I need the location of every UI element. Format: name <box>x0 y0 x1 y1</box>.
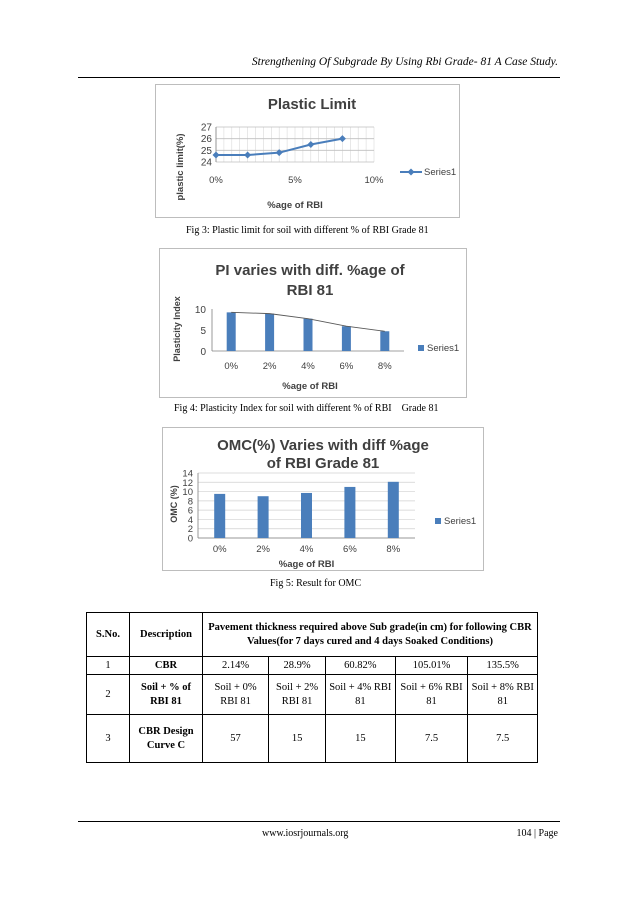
y-tick-label: 27 <box>200 122 212 134</box>
y-axis-label: OMC (%) <box>169 485 179 523</box>
data-point <box>307 141 314 148</box>
cell-sno: 3 <box>87 715 130 763</box>
x-axis-label: %age of RBI <box>267 200 323 211</box>
header-pavement-thickness: Pavement thickness required above Sub grade(in cm) for following CBR Values(for 7 days cured and 4 days Soaked Conditions) <box>203 613 538 657</box>
bar <box>265 314 274 351</box>
cell-value: 57 <box>203 715 269 763</box>
y-tick-label: 24 <box>200 157 212 169</box>
footer-rule <box>78 821 560 822</box>
bar <box>388 482 399 538</box>
figure-4-caption: Fig 4: Plasticity Index for soil with different % of RBI Grade 81 <box>174 403 439 414</box>
y-tick-label: 14 <box>182 468 193 480</box>
data-point <box>213 152 220 159</box>
cell-value: 28.9% <box>269 657 326 675</box>
y-tick-label: 25 <box>200 145 212 157</box>
y-axis-label: plastic limit(%) <box>175 133 186 201</box>
bar <box>342 326 351 351</box>
cell-value: Soil + 6% RBI 81 <box>395 675 468 715</box>
chart-title-line-2: of RBI Grade 81 <box>266 455 380 472</box>
legend-swatch <box>418 345 424 351</box>
chart-title: Plastic Limit <box>267 96 357 113</box>
y-tick-label: 6 <box>187 505 193 517</box>
header-sno: S.No. <box>87 613 130 657</box>
table-row <box>87 715 538 763</box>
figure-plastic-limit <box>155 84 460 218</box>
header-description: Description <box>130 613 203 657</box>
cell-value: 7.5 <box>395 715 468 763</box>
figure-3-caption: Fig 3: Plastic limit for soil with different % of RBI Grade 81 <box>186 225 429 236</box>
x-axis-label: %age of RBI <box>282 381 338 392</box>
x-tick-label: 0% <box>224 361 239 372</box>
table-row <box>87 675 538 715</box>
running-header: Strengthening Of Subgrade By Using Rbi Grade- 81 A Case Study. <box>251 56 558 68</box>
table-row <box>87 657 538 675</box>
cell-description: CBR <box>130 657 203 675</box>
x-tick-label: 0% <box>209 175 223 186</box>
x-tick-label: 4% <box>301 361 315 372</box>
x-tick-label: 4% <box>299 544 314 555</box>
chart-title-line-1: PI varies with diff. %age of <box>215 262 405 279</box>
cell-value: 135.5% <box>468 657 538 675</box>
cell-value: Soil + 2% RBI 81 <box>269 675 326 715</box>
x-tick-label: 2% <box>262 361 277 372</box>
y-tick-label: 8 <box>187 496 193 508</box>
y-tick-label: 0 <box>187 533 193 545</box>
x-tick-label: 6% <box>339 361 354 372</box>
cell-value: 2.14% <box>203 657 269 675</box>
plasticity-index-chart <box>160 249 466 397</box>
bar <box>214 494 225 538</box>
chart-title-line-2: RBI 81 <box>286 282 334 299</box>
cell-value: Soil + 4% RBI 81 <box>326 675 396 715</box>
cell-value: 15 <box>269 715 326 763</box>
figure-5-caption: Fig 5: Result for OMC <box>270 578 362 589</box>
x-tick-label: 2% <box>256 544 270 555</box>
y-tick-label: 2 <box>187 524 193 536</box>
footer-page-number: 104 | Page <box>516 828 558 839</box>
bar <box>301 493 312 538</box>
y-tick-label: 10 <box>194 305 206 316</box>
y-tick-label: 12 <box>182 477 193 489</box>
bar <box>304 319 313 351</box>
x-tick-label: 0% <box>212 544 227 555</box>
cell-value: Soil + 0% RBI 81 <box>203 675 269 715</box>
cell-value: 7.5 <box>468 715 538 763</box>
legend-swatch <box>435 518 441 524</box>
cell-value: 60.82% <box>326 657 396 675</box>
figure-omc <box>162 427 484 571</box>
legend-marker <box>408 169 415 176</box>
legend-label: Series1 <box>427 343 460 354</box>
cell-sno: 2 <box>87 675 130 715</box>
pavement-thickness-table <box>86 612 538 763</box>
x-axis-label: %age of RBI <box>278 559 335 570</box>
cell-value: 15 <box>326 715 396 763</box>
chart-title-line-1: OMC(%) Varies with diff %age <box>217 437 429 454</box>
cell-value: Soil + 8% RBI 81 <box>468 675 538 715</box>
cell-sno: 1 <box>87 657 130 675</box>
x-tick-label: 5% <box>288 175 302 186</box>
bar <box>227 312 236 351</box>
y-tick-label: 10 <box>182 487 193 499</box>
table-header-row <box>87 613 538 657</box>
cell-description: CBR Design Curve C <box>130 715 203 763</box>
cell-description: Soil + % of RBI 81 <box>130 675 203 715</box>
y-axis-label: Plasticity Index <box>172 296 182 362</box>
cell-value: 105.01% <box>395 657 468 675</box>
x-tick-label: 6% <box>343 544 357 555</box>
bar <box>344 487 355 538</box>
x-tick-label: 8% <box>377 361 392 372</box>
header-rule <box>78 77 560 78</box>
data-point <box>339 135 346 142</box>
bar <box>380 331 389 351</box>
legend-label: Series1 <box>424 167 457 178</box>
omc-chart <box>163 428 483 570</box>
figure-plasticity-index <box>159 248 467 398</box>
x-tick-label: 10% <box>364 175 384 186</box>
bar <box>258 496 269 538</box>
y-tick-label: 5 <box>200 326 206 337</box>
y-tick-label: 0 <box>200 347 206 358</box>
y-tick-label: 26 <box>200 134 212 146</box>
x-tick-label: 8% <box>386 544 401 555</box>
footer-website: www.iosrjournals.org <box>262 828 349 839</box>
y-tick-label: 4 <box>187 514 193 526</box>
legend-label: Series1 <box>444 516 477 527</box>
data-point <box>244 152 251 159</box>
plastic-limit-chart <box>156 85 459 217</box>
